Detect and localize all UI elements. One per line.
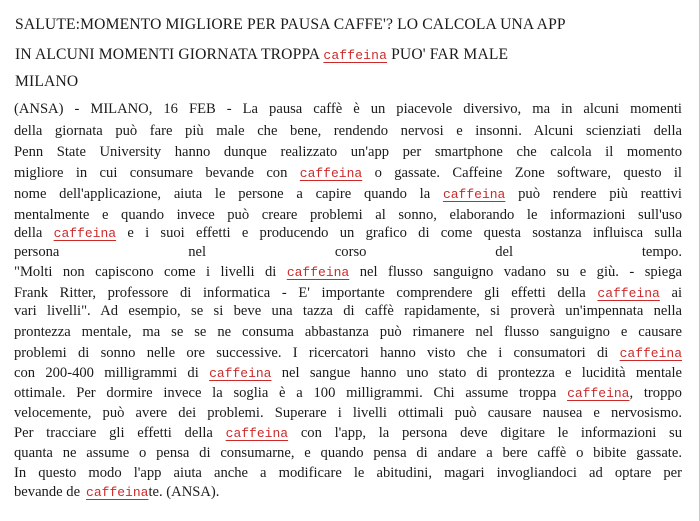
keyword-highlight: caffeina (209, 366, 272, 381)
keyword-highlight: caffeina (286, 265, 350, 280)
body-line: con 200-400 milligrammi di caffeina nel sangue hanno uno stato di prontezza e lucidità mentale (14, 365, 683, 381)
keyword-highlight: caffeina (86, 485, 149, 500)
keyword-highlight: caffeina (323, 48, 388, 63)
body-line: della caffeina e i suoi effetti e producendo un grafico di come questa sostanza influisca sulla (14, 225, 682, 241)
headline-line-2: IN ALCUNI MOMENTI GIORNATA TROPPA caffeina PUO' FAR MALE (15, 46, 509, 63)
keyword-highlight: caffeina (53, 226, 117, 241)
body-line: Per tracciare gli effetti della caffeina con l'app, la persona deve digitare le informazioni su (14, 425, 683, 441)
keyword-highlight: caffeina (299, 166, 363, 181)
body-line: nome dell'applicazione, aiuta le persone a capire quando la caffeina può rendere più reattivi (14, 186, 682, 202)
body-line: "Molti non capiscono come i livelli di caffeina nel flusso sanguigno vadano su e giù. - spiega (14, 264, 682, 280)
body-line: vari livelli". Ad esempio, se si beve una tazza di caffè rapidamente, si proverà un'impennata nella (14, 303, 682, 319)
body-line: ottimale. Per dormire invece la soglia è a 100 milligrammi. Chi assume troppa caffeina, troppo (14, 385, 682, 401)
body-line: mentalmente e quando invece può creare problemi al sonno, elaborando le informazioni sull'uso (14, 207, 682, 223)
keyword-highlight: caffeina (619, 346, 683, 361)
body-line: (ANSA) - MILANO, 16 FEB - La pausa caffè è un piacevole diversivo, ma in alcuni momenti (14, 101, 682, 117)
body-line: velocemente, può avere dei problemi. Superare i livelli ottimali può causare nausea e nervosismo. (14, 405, 682, 421)
keyword-highlight: caffeina (567, 386, 630, 401)
body-line: In questo modo l'app aiuta anche a modificare le abitudini, magari invogliandoci ad optare per (14, 465, 682, 481)
keyword-highlight: caffeina (597, 286, 660, 301)
body-line: prontezza mentale, ma se se ne consuma abbastanza può rimanere nel flusso sanguigno e causare (14, 324, 682, 340)
body-line: Frank Ritter, professore di informatica - E' importante comprendere gli effetti della caffeina ai (14, 285, 683, 301)
keyword-highlight: caffeina (225, 426, 289, 441)
body-line: bevande de caffeinate. (ANSA). (14, 484, 220, 500)
body-line: Penn State University hanno dunque realizzato un'app per smartphone che calcola il momento (14, 144, 682, 160)
dateline: MILANO (15, 73, 79, 90)
body-line: migliore in cui consumare bevande con caffeina o gassate. Caffeine Zone software, questo il (14, 165, 682, 181)
body-line: problemi di sonno nelle ore successive. I ricercatori hanno visto che i consumatori di caffeina (14, 345, 683, 361)
body-line: quanta ne assume o pensa di consumarne, e quando pensa di andare a bere caffè o bibite gassate. (14, 445, 682, 461)
body-line: persona nel corso del tempo. (14, 244, 682, 260)
keyword-highlight: caffeina (442, 187, 506, 202)
headline-line-1: SALUTE:MOMENTO MIGLIORE PER PAUSA CAFFE'? LO CALCOLA UNA APP (15, 16, 566, 33)
body-line: della giornata può fare più male che bene, rendendo nervosi e insonni. Alcuni scienziati della (14, 123, 682, 139)
